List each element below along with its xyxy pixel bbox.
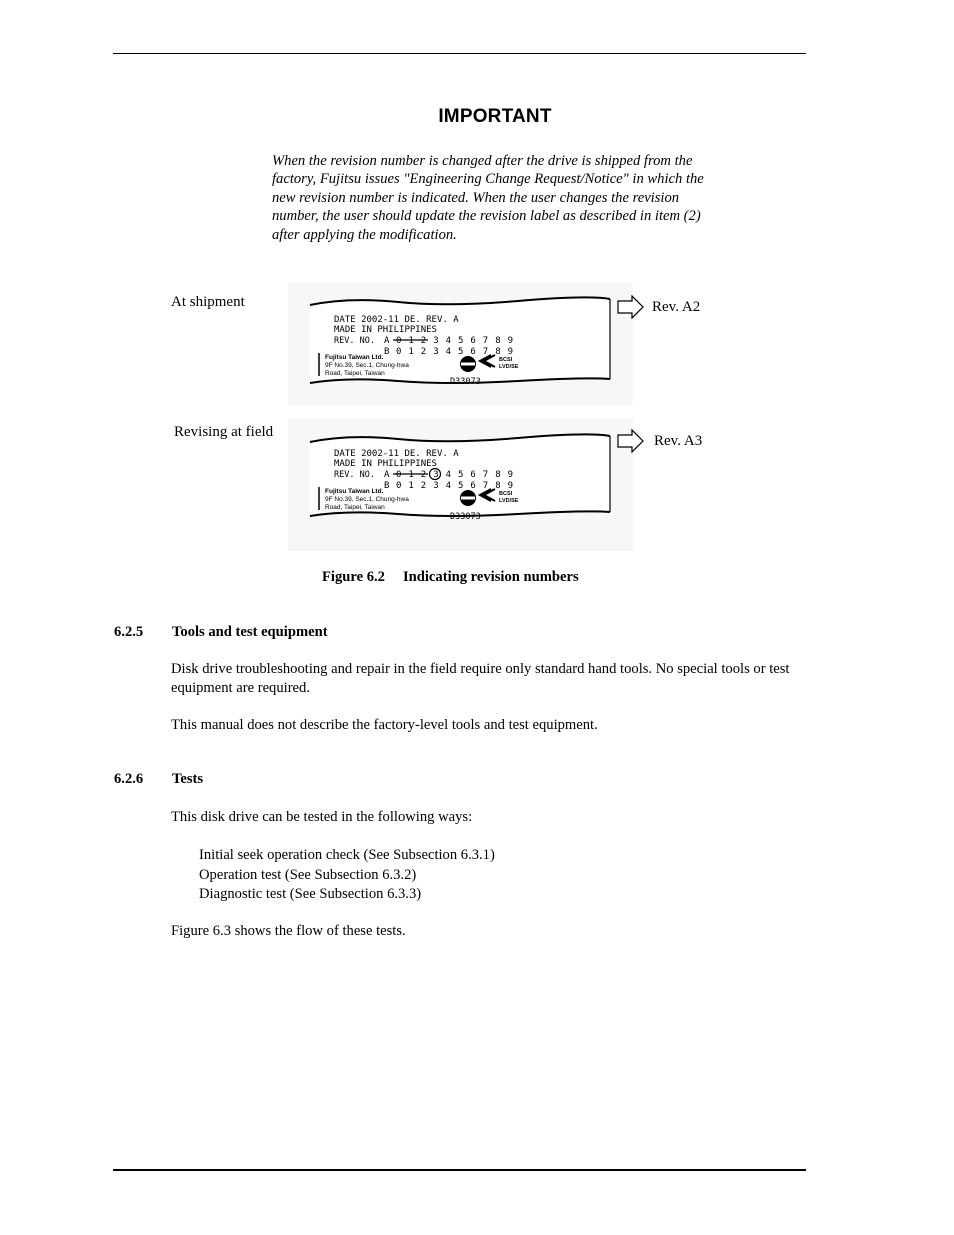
row-label-revising-at-field: Revising at field	[174, 424, 274, 440]
label-row-a-letter: A	[384, 470, 390, 480]
footer-rule	[113, 1169, 806, 1171]
label-rev-prefix: REV. NO.	[334, 470, 375, 480]
label-row-b-letter: B	[384, 481, 390, 491]
label-address2: Road, Taipei, Taiwan	[325, 370, 385, 377]
list-item: Initial seek operation check (See Subsection 6.3.1)	[199, 847, 495, 863]
label-digit: 9	[507, 336, 514, 346]
tests-list	[199, 846, 495, 905]
label-company: Fujitsu Taiwan Ltd.	[325, 354, 384, 361]
label-digit: 9	[507, 347, 514, 357]
header-rule	[113, 53, 806, 54]
label-row-a-letter: A	[384, 336, 390, 346]
label-address2: Road, Taipei, Taiwan	[325, 504, 385, 511]
label-digit: 1	[408, 347, 414, 357]
revision-label-image-shipment	[288, 283, 633, 405]
label-digit: 5	[458, 481, 464, 491]
label-digit: 8	[495, 481, 501, 491]
arrow-right-icon	[617, 295, 645, 319]
label-digit: 6	[470, 481, 476, 491]
label-digit: 2	[420, 481, 427, 491]
label-digit: 6	[470, 470, 476, 480]
rev-label-a2: Rev. A2	[652, 299, 701, 315]
label-made-line: MADE IN PHILIPPINES	[334, 325, 437, 335]
label-mark1: BCSI	[499, 491, 513, 497]
section-title: Tests	[172, 771, 204, 787]
label-made-line: MADE IN PHILIPPINES	[334, 459, 437, 469]
label-address1: 9F No.39, Sec.1, Chung-hwa	[325, 362, 409, 369]
paragraph-tests-intro: This disk drive can be tested in the following ways:	[171, 809, 473, 825]
list-item: Operation test (See Subsection 6.3.2)	[199, 866, 417, 883]
revision-label-image-field	[288, 418, 633, 551]
row-label-at-shipment: At shipment	[171, 294, 245, 310]
label-digit: 0	[396, 336, 402, 346]
label-digit: 5	[458, 336, 464, 346]
important-note: When the revision number is changed after the drive is shipped from the factory, Fujitsu issues "Engineering Change Request/Notice" in which the new revision number is indicated. When the user changes the revision number, the user should update the revision label as described in item (2) after applying the modification.	[272, 153, 704, 243]
paragraph-factory-tools: This manual does not describe the factory-level tools and test equipment.	[171, 717, 598, 733]
label-digit: 2	[420, 336, 427, 346]
paragraph-tests-outro: Figure 6.3 shows the flow of these tests.	[171, 923, 406, 939]
list-item: Diagnostic test (See Subsection 6.3.3)	[199, 886, 422, 903]
label-digit: 7	[482, 470, 489, 480]
label-digit: 7	[482, 347, 489, 357]
label-digit: 0	[396, 470, 402, 480]
label-mark1: BCSI	[499, 357, 513, 363]
rev-label-a3: Rev. A3	[654, 433, 703, 449]
section-title: Tools and test equipment	[172, 624, 328, 640]
label-digit: 3	[433, 470, 439, 480]
revision-label-field	[288, 418, 633, 551]
label-digit: 3	[433, 481, 439, 491]
revision-label-shipment	[288, 283, 633, 405]
paragraph-tools: Disk drive troubleshooting and repair in the field require only standard hand tools. No special tools or test equipment are required.	[171, 661, 790, 696]
label-date-line: DATE 2002-11 DE. REV. A	[334, 315, 459, 325]
label-digit: 9	[507, 481, 514, 491]
label-row-b-letter: B	[384, 347, 390, 357]
label-digit: 0	[396, 347, 402, 357]
label-digit: 1	[408, 470, 414, 480]
label-address1: 9F No.39, Sec.1, Chung-hwa	[325, 496, 409, 503]
label-digit: 7	[482, 481, 489, 491]
label-date-line: DATE 2002-11 DE. REV. A	[334, 449, 459, 459]
section-heading-6-2-5	[114, 624, 328, 641]
figure-caption	[322, 569, 579, 586]
label-digit: 2	[420, 470, 427, 480]
figure-caption-title: Indicating revision numbers	[402, 569, 579, 585]
label-digit: 8	[495, 336, 501, 346]
label-digit: 0	[396, 481, 402, 491]
label-digit: 9	[507, 470, 514, 480]
label-rev-prefix: REV. NO.	[334, 336, 375, 346]
label-digit: 5	[458, 470, 464, 480]
label-digit: 6	[470, 336, 476, 346]
label-digit: 3	[433, 336, 439, 346]
important-title: IMPORTANT	[438, 106, 552, 127]
label-mark2: LVD/SE	[499, 498, 519, 504]
label-digit: 1	[408, 336, 414, 346]
label-digit: 4	[445, 481, 452, 491]
section-number: 6.2.5	[114, 624, 144, 640]
label-digit: 8	[495, 470, 501, 480]
label-digit: 6	[470, 347, 476, 357]
label-digit: 4	[445, 347, 452, 357]
label-company: Fujitsu Taiwan Ltd.	[325, 488, 384, 495]
label-digit: 1	[408, 481, 414, 491]
figure-caption-number: Figure 6.2	[322, 569, 385, 585]
label-digit: 2	[420, 347, 427, 357]
section-heading-6-2-6	[114, 771, 203, 788]
label-code: D33073	[450, 377, 481, 387]
section-number: 6.2.6	[114, 771, 144, 787]
label-digit: 4	[445, 470, 452, 480]
arrow-right-icon	[617, 429, 645, 453]
label-digit: 3	[433, 347, 439, 357]
label-mark2: LVD/SE	[499, 364, 519, 370]
label-digit: 8	[495, 347, 501, 357]
label-digit: 4	[445, 336, 452, 346]
label-code: D33073	[450, 512, 481, 522]
label-digit: 7	[482, 336, 489, 346]
label-digit: 5	[458, 347, 464, 357]
